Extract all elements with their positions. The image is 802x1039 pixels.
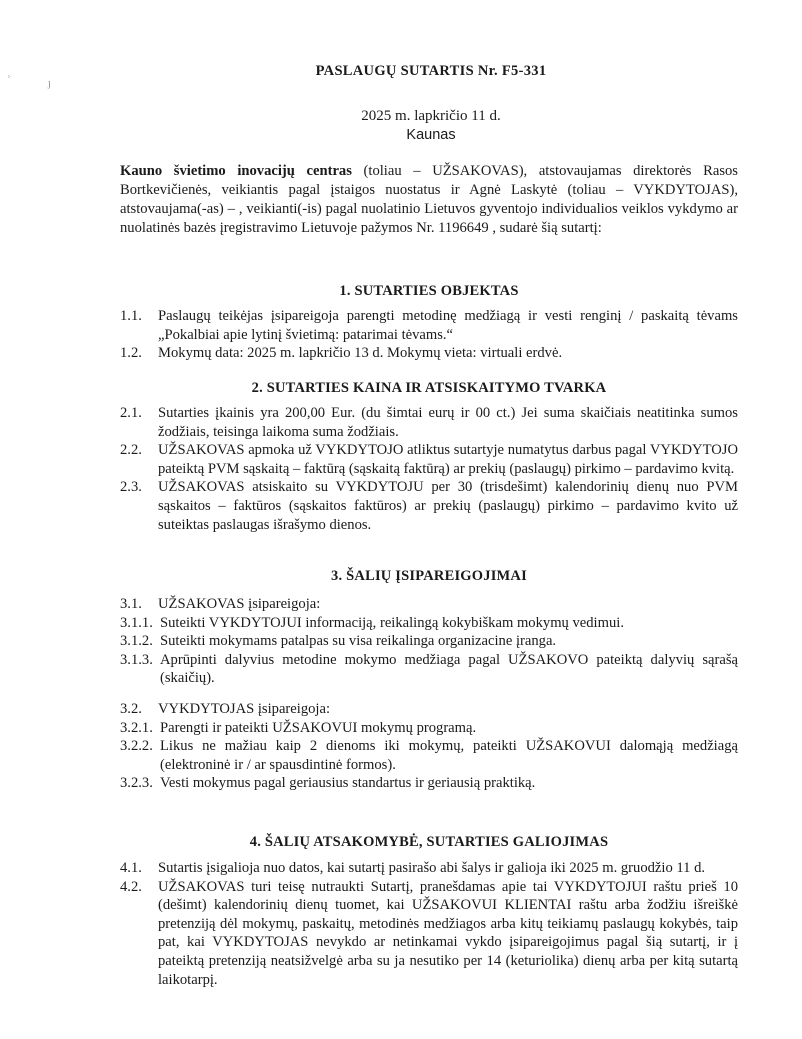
intro-text: (toliau – UŽSAKOVAS), atstovaujamas direktorės Rasos Bortkevičienės, veikiantis pagal įstaigos nuostatus ir Agnė Laskytė (toliau – VYKDYTOJAS), atstovaujama(-as) – , veikianti(-is) pagal nuolatinio Lietuvos gyventojo individualios veiklos vykdymo ar nuolatinės bazės įregistravimo Lietuvoje pažymos Nr. 1196649 , sudarė šią sutartį: (120, 163, 738, 236)
clause-text: Parengti ir pateikti UŽSAKOVUI mokymų programą. (160, 719, 477, 736)
clause-number: 2.1. (120, 405, 142, 421)
clause-text: Sutartis įsigalioja nuo datos, kai sutartį pasirašo abi šalys ir galioja iki 2025 m. gruodžio 11 d. (158, 860, 706, 876)
clause-number: 3.1.2. (120, 633, 153, 650)
clause-number: 3.2.3. (120, 775, 153, 792)
clause-text: Mokymų data: 2025 m. lapkričio 13 d. Mokymų vieta: virtuali erdvė. (158, 345, 563, 362)
section-heading: 1. SUTARTIES OBJEKTAS (339, 283, 519, 299)
clause-number: 2.3. (120, 479, 142, 496)
clause (120, 614, 738, 633)
clause (120, 774, 738, 793)
clause (120, 344, 738, 363)
section-4-clauses (120, 859, 738, 989)
clause-text: UŽSAKOVAS atsiskaito su VYKDYTOJU per 30 (trisdešimt) kalendorinių dienų nuo PVM sąskaitos – faktūros (sąskaitos faktūros) ar prekių (paslaugų) pirkimo – pardavimo kvito už suteiktas paslaugas išrašymo dienos. (158, 479, 738, 533)
clause (120, 404, 738, 441)
clause-text: Vesti mokymus pagal geriausius standartus ir geriausią praktiką. (160, 775, 536, 792)
section-heading: 3. ŠALIŲ ĮSIPAREIGOJIMAI (331, 568, 527, 584)
clause-number: 3.1.1. (120, 614, 153, 631)
scan-speck: ȷ (48, 78, 51, 89)
clause (120, 859, 738, 878)
clause (120, 651, 738, 688)
party-name: Kauno švietimo inovacijų centras (120, 163, 352, 179)
document-title: PASLAUGŲ SUTARTIS Nr. F5-331 (315, 63, 547, 79)
clause-text: Suteikti mokymams patalpas su visa reikalinga organizacine įranga. (160, 633, 557, 650)
clause-text: Aprūpinti dalyvius metodine mokymo medžiaga pagal UŽSAKOVO pateiktą dalyvių sąrašą (skaičių). (160, 651, 738, 687)
clause-text: UŽSAKOVAS turi teisę nutraukti Sutartį, pranešdamas apie tai VYKDYTOJUI raštu prieš 10 (dešimt) kalendorinių dienų tuomet, kai UŽSAKOVUI KLIENTAI raštu arba žodžiu išreiškė pretenziją dėl mokymų, paskaitų, metodinės medžiagos arba kitų teikiamų paslaugų kokybės, taip pat, kai VYKDYTOJAS nevykdo ar netinkamai vykdo įsipareigojimus pagal šią sutartį, ir į pateiktą pretenziją neatsižvelgė arba su ja nesutiko per 14 (keturiolika) dienų arba per kitą sutartą laikotarpį. (158, 878, 738, 988)
clause-text: VYKDYTOJAS įsipareigoja: (158, 700, 331, 717)
clause-text: UŽSAKOVAS apmoka už VYKDYTOJO atliktus sutartyje numatytus darbus pagal VYKDYTOJO pateiktą PVM sąskaitą – faktūrą (sąskaitą faktūrą) ar prekių (paslaugų) pirkimo – pardavimo kvitą. (158, 442, 738, 477)
clause (120, 441, 738, 478)
clause (120, 878, 738, 990)
clause-number: 1.1. (120, 308, 142, 324)
clause-number: 3.1. (120, 596, 142, 612)
spacer (120, 688, 738, 700)
clause (120, 737, 738, 774)
document-city: Kaunas (406, 127, 456, 143)
clause-number: 3.2.2. (120, 738, 153, 755)
clause-text: Suteikti VYKDYTOJUI informaciją, reikalingą kokybiškam mokymų vedimui. (160, 614, 624, 631)
clause-number: 1.2. (120, 345, 142, 362)
clause (120, 595, 738, 614)
clause (120, 700, 738, 719)
scan-speck: ⸒ (7, 64, 11, 78)
intro-paragraph (120, 162, 738, 238)
section-3-clauses (120, 595, 738, 793)
clause-number: 3.1.3. (120, 651, 153, 668)
clause (120, 478, 738, 534)
clause-text: Paslaugų teikėjas įsipareigoja parengti metodinę medžiagą ir vesti renginį / paskaitą tėvams „Pokalbiai apie lytinį švietimą: patarimai tėvams.“ (158, 308, 738, 343)
clause-number: 3.2.1. (120, 719, 153, 736)
clause (120, 719, 738, 738)
clause-number: 2.2. (120, 442, 142, 459)
clause-text: Sutarties įkainis yra 200,00 Eur. (du šimtai eurų ir 00 ct.) Jei suma skaičiais neatitinka sumos žodžiais, teisinga laikoma suma žodžiais. (158, 405, 738, 440)
clause-number: 3.2. (120, 700, 142, 717)
section-1-clauses (120, 307, 738, 363)
clause (120, 307, 738, 344)
section-heading: 4. ŠALIŲ ATSAKOMYBĖ, SUTARTIES GALIOJIMAS (249, 834, 609, 850)
clause-text: Likus ne mažiau kaip 2 dienoms iki mokymų, pateikti UŽSAKOVUI dalomąją medžiagą (elektroninė ir / ar spausdintinė formos). (160, 738, 738, 773)
document-date: 2025 m. lapkričio 11 d. (361, 108, 501, 124)
section-heading: 2. SUTARTIES KAINA IR ATSISKAITYMO TVARKA (251, 380, 607, 396)
clause-number: 4.2. (120, 878, 142, 895)
clause (120, 632, 738, 651)
section-2-clauses (120, 404, 738, 534)
clause-number: 4.1. (120, 860, 142, 876)
clause-text: UŽSAKOVAS įsipareigoja: (158, 596, 321, 612)
